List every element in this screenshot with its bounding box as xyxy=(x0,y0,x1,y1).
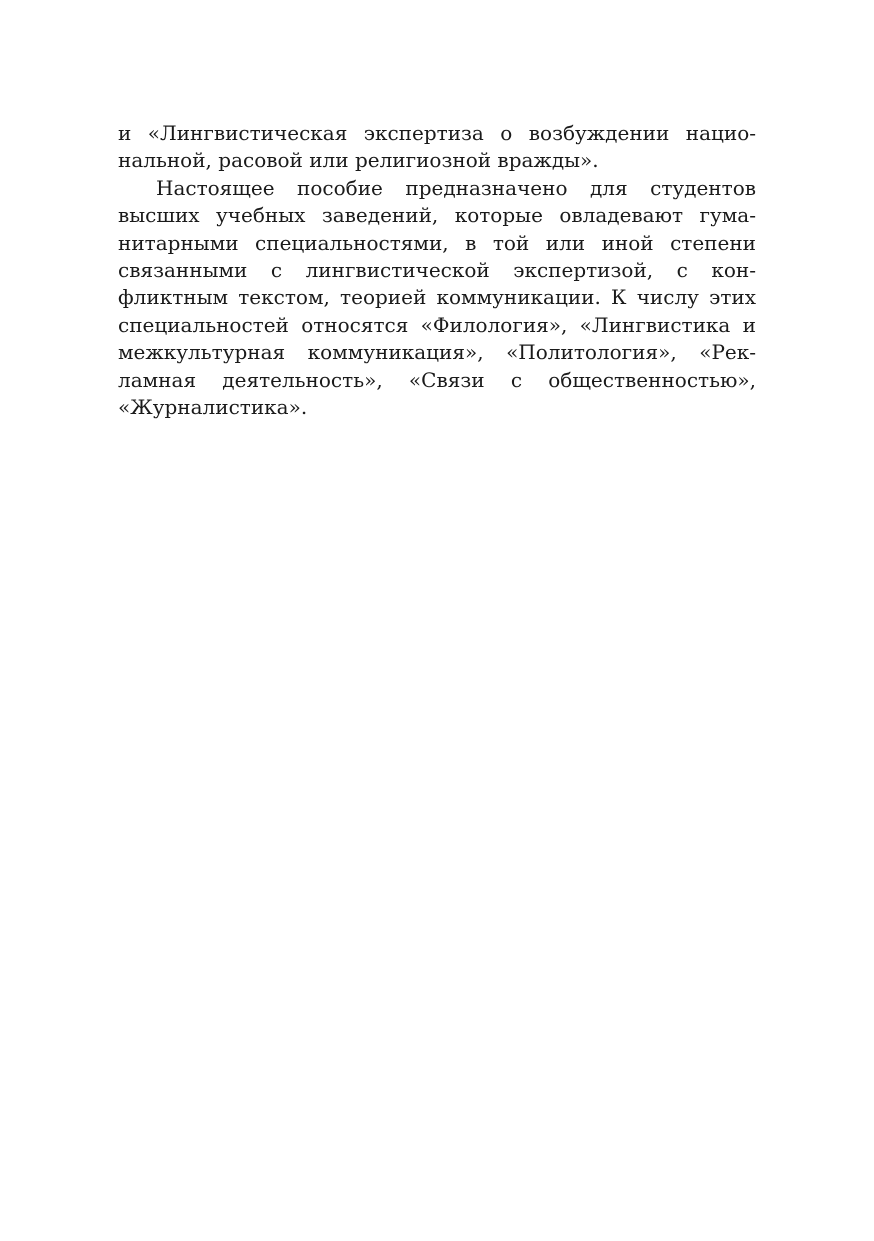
text-line: высших учебных заведений, которые овладевают гума- xyxy=(118,203,756,228)
text-line: нитарными специальностями, в той или иной степени xyxy=(118,230,756,255)
text-line: межкультурная коммуникация», «Политология», «Рек- xyxy=(118,340,756,365)
text-line: ламная деятельность», «Связи с общественностью», xyxy=(118,367,756,392)
paragraph-2 xyxy=(118,175,756,422)
text-line: «Журналистика». xyxy=(118,394,308,419)
text-line: нальной, расовой или религиозной вражды». xyxy=(118,148,599,173)
text-line: специальностей относятся «Филология», «Лингвистика и xyxy=(118,312,756,337)
text-line: связанными с лингвистической экспертизой, с кон- xyxy=(118,257,756,282)
text-line: и «Лингвистическая экспертиза о возбуждении нацио- xyxy=(118,121,756,145)
body-text xyxy=(118,120,756,421)
text-line: фликтным текстом, теорией коммуникации. К числу этих xyxy=(118,285,756,310)
text-line: Настоящее пособие предназначено для студентов xyxy=(156,175,756,200)
paragraph-1 xyxy=(118,120,756,175)
